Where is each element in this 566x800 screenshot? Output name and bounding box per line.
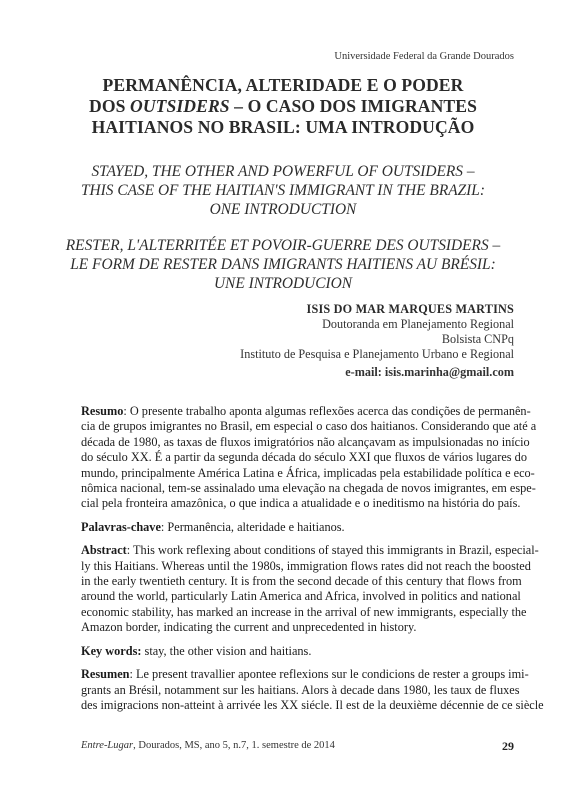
author-affiliation-3: Instituto de Pesquisa e Planejamento Urbano e Regional xyxy=(240,347,514,361)
title-fr-line-3: UNE INTRODUCION xyxy=(213,275,353,292)
resumen-paragraph xyxy=(81,667,544,713)
title-fr-line-2: LE FORM DE RESTER DANS IMIGRANTS HAITIENS AU BRÉSIL: xyxy=(70,256,496,273)
resumo-line-3: década de 1980, as taxas de fluxos imigratórios não alcançavam as impulsionadas no início xyxy=(81,434,530,449)
author-affiliation-2: Bolsista CNPq xyxy=(441,332,514,346)
palavras-chave-label: Palavras-chave xyxy=(81,519,161,534)
key-words-line: Key words: stay, the other vision and haitians. xyxy=(81,643,312,658)
author-block xyxy=(240,302,514,380)
resumo-line-2: cia de grupos imigrantes no Brasil, em especial o caso dos haitianos. Considerando que até a xyxy=(81,419,537,434)
palavras-chave-paragraph xyxy=(81,520,514,535)
title-en-line-2: THIS CASE OF THE HAITIAN'S IMMIGRANT IN THE BRAZIL: xyxy=(80,182,485,199)
resumo-label: Resumo xyxy=(81,404,124,418)
author-email[interactable]: e-mail: isis.marinha@gmail.com xyxy=(345,365,514,379)
title-en-line-3: ONE INTRODUCTION xyxy=(209,201,357,218)
palavras-chave-line: Palavras-chave: Permanência, alteridade e haitianos. xyxy=(81,519,345,534)
title-pt-line-2-pre: DOS xyxy=(89,96,131,116)
resumo-line-4: do século XX. É a partir da segunda década do século XXI que fluxos de vários lugares do xyxy=(81,450,527,465)
abstract-line-3: in the early twentieth century. It is from the second decade of this century that flows from xyxy=(81,574,522,589)
title-pt-outsiders: OUTSIDERS xyxy=(130,96,230,116)
resumo-line-5: mundo, principalmente América Latina e África, implicadas pela estabilidade política e eco- xyxy=(81,465,535,480)
abstract-line-2: ly this Haitians. Whereas until the 1980s, immigration flows rates did not reach the boosted xyxy=(81,558,531,573)
author-name: ISIS DO MAR MARQUES MARTINS xyxy=(306,302,514,316)
footer-citation xyxy=(81,740,335,751)
resumen-line-1: Resumen: Le present travallier apontee reflexions sur le condicions de rester a groups imi- xyxy=(81,667,529,682)
abstract-paragraph xyxy=(81,543,539,635)
resumen-line-3: des imigracions non-atteint à arrivée les XX siécle. Il est de la deuxième décennie de ce siècle xyxy=(81,697,544,712)
running-head: Universidade Federal da Grande Dourados xyxy=(334,51,514,62)
resumo-paragraph xyxy=(81,404,537,512)
title-fr-line-1: RESTER, L'ALTERRITÉE ET POVOIR-GUERRE DES OUTSIDERS – xyxy=(65,237,501,254)
abstract-line-1: Abstract: This work reflexing about conditions of stayed this immigrants in Brazil, especial- xyxy=(81,543,539,558)
abstract-line-6: Amazon border, indicating the current and unprecedented in history. xyxy=(81,620,417,635)
author-affiliation-1: Doutoranda em Planejamento Regional xyxy=(322,317,514,331)
resumo-line-1: Resumo: O presente trabalho aponta algumas reflexões acerca das condições de permanên- xyxy=(81,404,531,418)
abstract-label: Abstract xyxy=(81,543,127,558)
page-number: 29 xyxy=(502,739,514,753)
title-french xyxy=(40,236,526,293)
abstract-line-4: around the world, particularly Latin America and Africa, involved in politics and national xyxy=(81,589,521,604)
resumen-line-2: grants an Brésil, notamment sur les haitians. Alors à decade dans 1980, les taux de fluxes xyxy=(81,682,520,697)
title-pt-line-2-post: – O CASO DOS IMIGRANTES xyxy=(229,96,477,116)
title-en-line-1: STAYED, THE OTHER AND POWERFUL OF OUTSIDERS – xyxy=(91,163,475,180)
key-words-paragraph xyxy=(81,644,514,659)
title-pt-line-2 xyxy=(40,96,526,117)
title-portuguese xyxy=(40,75,526,138)
abstract-line-5: economic stability, has marked an increase in the arrival of new immigrants, especially the xyxy=(81,604,527,619)
key-words-label: Key words: xyxy=(81,643,142,658)
resumo-line-7: cial pela fronteira amazônica, o que indica a atualidade e o ineditismo na história do país. xyxy=(81,496,521,511)
footer-details: , Dourados, MS, ano 5, n.7, 1. semestre de 2014 xyxy=(133,740,335,751)
resumen-label: Resumen xyxy=(81,667,130,682)
title-english xyxy=(40,162,526,219)
resumo-line-6: nômica nacional, tem-se assinalado uma elevação na chegada de novos imigrantes, em espe- xyxy=(81,481,536,496)
abstracts-body xyxy=(81,404,544,721)
title-pt-line-3: HAITIANOS NO BRASIL: UMA INTRODUÇÃO xyxy=(91,117,475,137)
footer-journal: Entre-Lugar xyxy=(81,740,134,751)
title-pt-line-1: PERMANÊNCIA, ALTERIDADE E O PODER xyxy=(102,75,464,95)
